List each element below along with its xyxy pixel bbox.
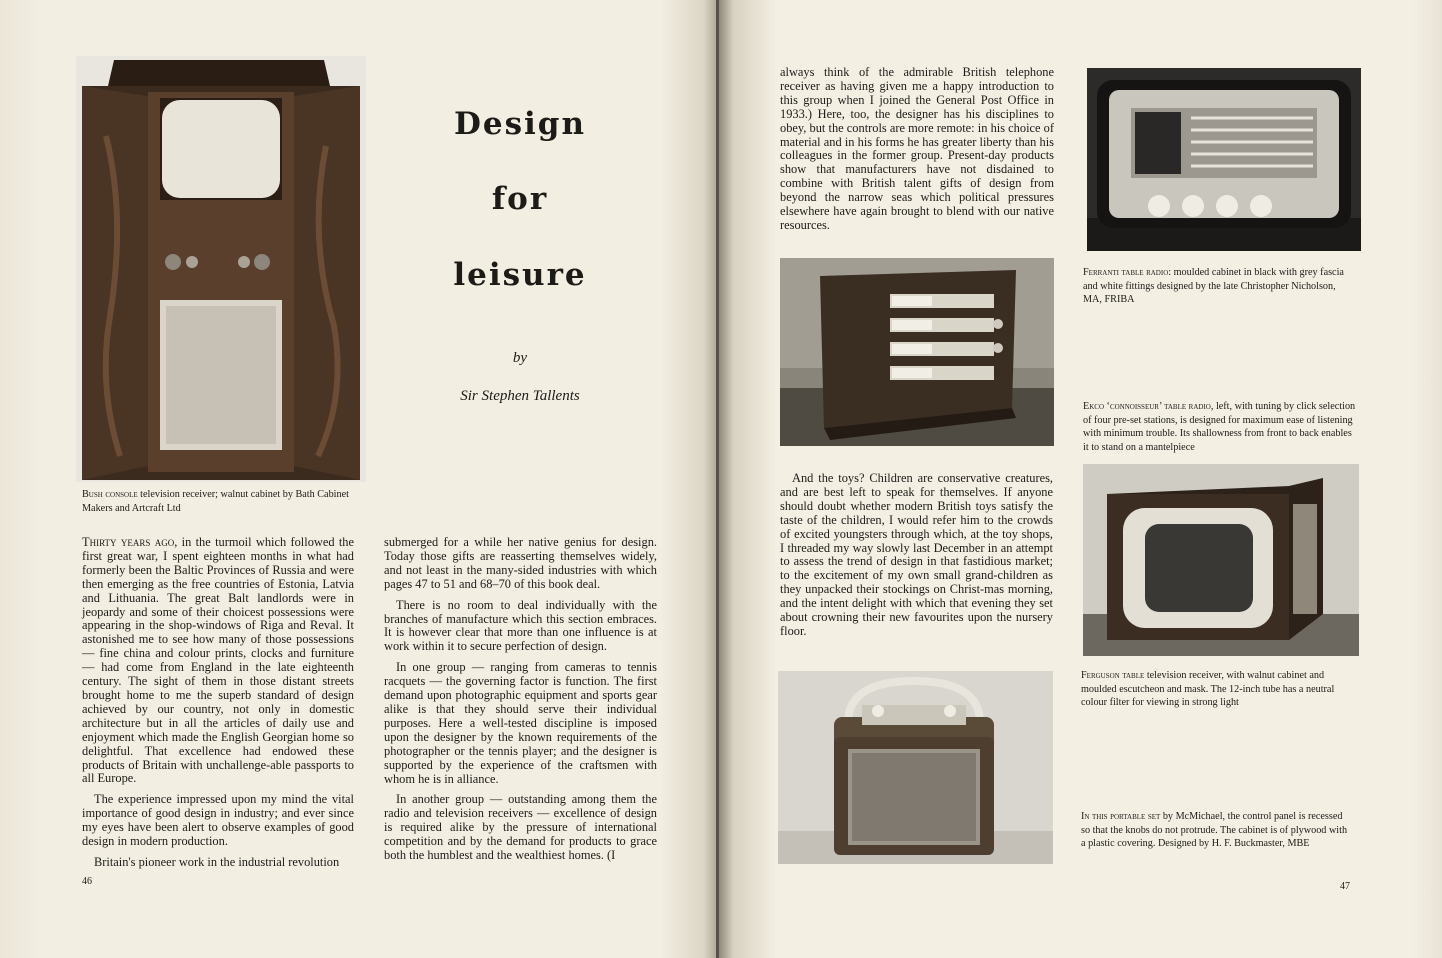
byline-by: by <box>512 350 528 366</box>
paragraph: Britain's pioneer work in the industrial revolution <box>94 854 340 869</box>
title-line-leisure: leisure <box>453 257 587 293</box>
caption-lead: Ferguson table <box>1081 670 1145 681</box>
caption-rest: : moulded cabinet in black with grey fascia and white fittings designed by the late Christopher Nicholson, <box>1083 267 1344 292</box>
ferranti-caption <box>1083 266 1356 307</box>
paragraph: In one group — ranging from cameras to tennis racquets — the governing factor is function. The first demand upon photographic equipment and sports gear alike is that they should serve their individual purposes. Here a well-tested discipline is imposed upon the designer by the known requirements of the photographer or the tennis player; and the designer is supported by the experience of the craftsmen with whom he is in alliance. <box>384 660 657 786</box>
title-line-design: Design <box>453 106 587 142</box>
caption-lead: Ferranti table radio <box>1083 267 1169 278</box>
caption-lead: Ekco ‘connoisseur’ table radio <box>1083 401 1211 412</box>
bush-console-photo <box>76 56 366 482</box>
left-column-2 <box>384 536 657 870</box>
ferguson-tv-photo <box>1083 464 1359 656</box>
page-number-right: 47 <box>1340 881 1350 892</box>
caption-tail: MBE <box>1287 838 1310 850</box>
ferguson-caption <box>1081 669 1356 710</box>
paragraph: And the toys? Children are conservative creatures, and are best left to speak for themselves. If anyone should doubt whether modern British toys satisfy the taste of the children, I would refer him to the crowds of excited youngsters through which, at the toy shops, I threaded my way slowly last December in an attempt to assess the trend of design in that fastidious market; to the excitement of my own small grand-children as they unpacked their stockings on Christ-mas morning, and the intent delight with which that evening they set about crowning their new favourites upon the nursery floor. <box>780 471 1053 638</box>
paragraph-lead: Thirty years ago <box>82 535 175 549</box>
right-page <box>719 0 1442 958</box>
caption-lead: In this portable set <box>1081 811 1161 822</box>
paragraph: The experience impressed upon my mind the vital importance of good design in industry; and ever since my eyes have been alert to observe examples of good design in modern production. <box>82 792 354 849</box>
paragraph: In another group — outstanding among them the radio and television receivers — excellence of design is required alike by the pressure of international competition and by the demand for products to grace both the humblest and the wealthiest homes. (I <box>384 792 657 863</box>
paragraph <box>82 536 354 786</box>
right-text-top <box>780 66 1054 240</box>
paragraph: submerged for a while her native genius for design. Today those gifts are reasserting themselves widely, and not least in the many-sided industries with which pages 47 to 51 and 68–70 of this book deal. <box>384 535 657 591</box>
caption-lead: Bush console <box>82 489 138 500</box>
left-page <box>0 0 718 958</box>
paragraph-text: , in the turmoil which followed the first great war, I spent eighteen months in what had formerly been the Baltic Provinces of Russia and were then emerging as the free countries of Estonia, Latvia and Lithuania. The great Balt landlords were in jeopardy and some of their choicest possessions were appearing in the shop-windows of Riga and Reval. It astonished me to see how many of those possessions — fine china and colour prints, clocks and furniture — had come from England in the late eighteenth century. The sight of them in those distant streets brought home to me the superb standard of design achieved by our country, not only in domestic architecture but in all the articles of daily use and enjoyment which made the English Georgian home so delightful. That excellence had endowed these products of Britain with unchallenge-able passports to all Europe. <box>82 535 355 786</box>
page-number-left: 46 <box>82 876 92 887</box>
ferranti-radio-photo <box>1087 68 1361 251</box>
right-text-mid <box>780 472 1053 646</box>
paragraph: There is no room to deal individually with the branches of manufacture which this section embraces. It is however clear that more than one influence is at work within it to secure perfection of design. <box>384 597 657 654</box>
title-line-for: for <box>491 181 549 217</box>
bush-console-caption <box>82 488 354 515</box>
caption-tail: MA, FRIBA <box>1083 294 1135 306</box>
caption-rest: television receiver, with walnut cabinet and moulded escutcheon and mask. The 12-inch tube has a neutral colour filter for viewing in strong light <box>1081 670 1335 709</box>
paragraph: always think of the admirable British telephone receiver as having given me a happy introduction to this group when I joined the General Post Office in 1933.) Here, too, the designer has his disciplines to obey, but the controls are more remote: in his choice of material and in his forms he has greater liberty than his colleagues in the former group. Present-day products show that manufacturers have not disdained to combine with British talent gifts of design from beyond the narrow seas which political pressures elsewhere have again brought to blend with our native resources. <box>780 65 1054 232</box>
mcmichael-caption <box>1081 810 1353 851</box>
ekco-radio-photo <box>780 258 1054 446</box>
mcmichael-portable-photo <box>778 671 1053 864</box>
caption-rest: by McMichael, the control panel is recessed so that the knobs do not protrude. The cabinet is of plywood with a plastic covering. Designed by H. F. Buckmaster, <box>1081 811 1348 850</box>
byline-author: Sir Stephen Tallents <box>460 388 580 404</box>
ekco-caption <box>1083 400 1356 455</box>
left-column-1 <box>82 536 354 877</box>
caption-rest: television receiver; walnut cabinet by Bath Cabinet Makers and Artcraft Ltd <box>82 489 349 514</box>
caption-rest: , left, with tuning by click selection of four pre-set stations, is designed for maximum ease of listening with minimum trouble. Its shallowness from front to back enables it to stand on a mantelpiece <box>1083 401 1356 454</box>
